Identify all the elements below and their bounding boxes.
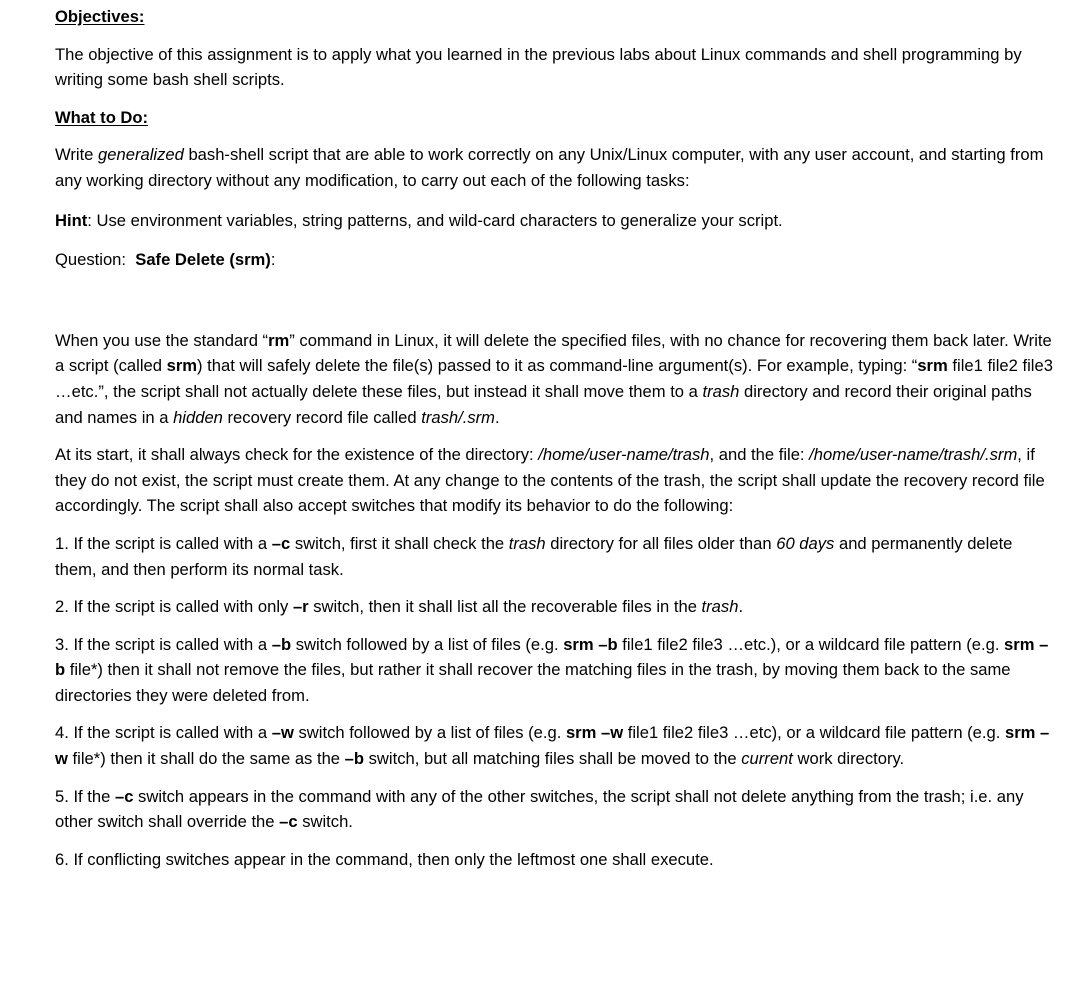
- what-to-do-paragraph: Write generalized bash-shell script that are able to work correctly on any Unix/Linux computer, with any user account, and starting from any working directory without any modification, to carry out each of the following tasks:: [55, 145, 1044, 190]
- trash-setup-paragraph: At its start, it shall always check for the existence of the directory: /home/user-name/trash, and the file: /home/user-name/trash/.srm, if they do not exist, the script must create them. At any change to the contents of the trash, the script shall update the recovery record file accordingly. The script shall also accept switches that modify its behavior to do the following:: [55, 445, 1045, 516]
- objectives-heading: Objectives:: [55, 7, 145, 26]
- question-title: Question: Safe Delete (srm):: [55, 250, 276, 270]
- list-item-5: 5. If the –c switch appears in the command with any of the other switches, the script shall not delete anything from the trash; i.e. any other switch shall override the –c switch.: [55, 786, 1024, 832]
- document: [55, 4, 1055, 872]
- list-item-4: 4. If the script is called with a –w switch followed by a list of files (e.g. srm –w file1 file2 file3 …etc), or a wildcard file pattern (e.g. srm –w file*) then it shall do the same as the –b switch, but all matching files shall be moved to the current work directory.: [55, 723, 1050, 769]
- list-item-6: 6. If conflicting switches appear in the command, then only the leftmost one shall execute.: [55, 849, 714, 869]
- hint-paragraph: Hint: Use environment variables, string patterns, and wild-card characters to generalize your script.: [55, 210, 783, 230]
- objectives-text: The objective of this assignment is to apply what you learned in the previous labs about Linux commands and shell programming by writing some bash shell scripts.: [55, 44, 1022, 90]
- list-item-3: 3. If the script is called with a –b switch followed by a list of files (e.g. srm –b file1 file2 file3 …etc.), or a wildcard file pattern (e.g. srm –b file*) then it shall not remove the files, but rather it shall recover the matching files in the trash, by moving them back to the same directories they were deleted from.: [55, 634, 1049, 705]
- list-item-2: 2. If the script is called with only –r switch, then it shall list all the recoverable files in the trash.: [55, 597, 744, 617]
- list-item-1: 1. If the script is called with a –c switch, first it shall check the trash directory for all files older than 60 days and permanently delete them, and then perform its normal task.: [55, 533, 1013, 579]
- srm-description-paragraph: When you use the standard “rm” command in Linux, it will delete the specified files, with no chance for recovering them back later. Write a script (called srm) that will safely delete the file(s) passed to it as command-line argument(s). For example, typing: “srm file1 file2 file3 …etc.”, the script shall not actually delete these files, but instead it shall move them to a trash directory and record their original paths and names in a hidden recovery record file called trash/.srm.: [55, 330, 1053, 427]
- what-to-do-heading: What to Do:: [55, 107, 149, 127]
